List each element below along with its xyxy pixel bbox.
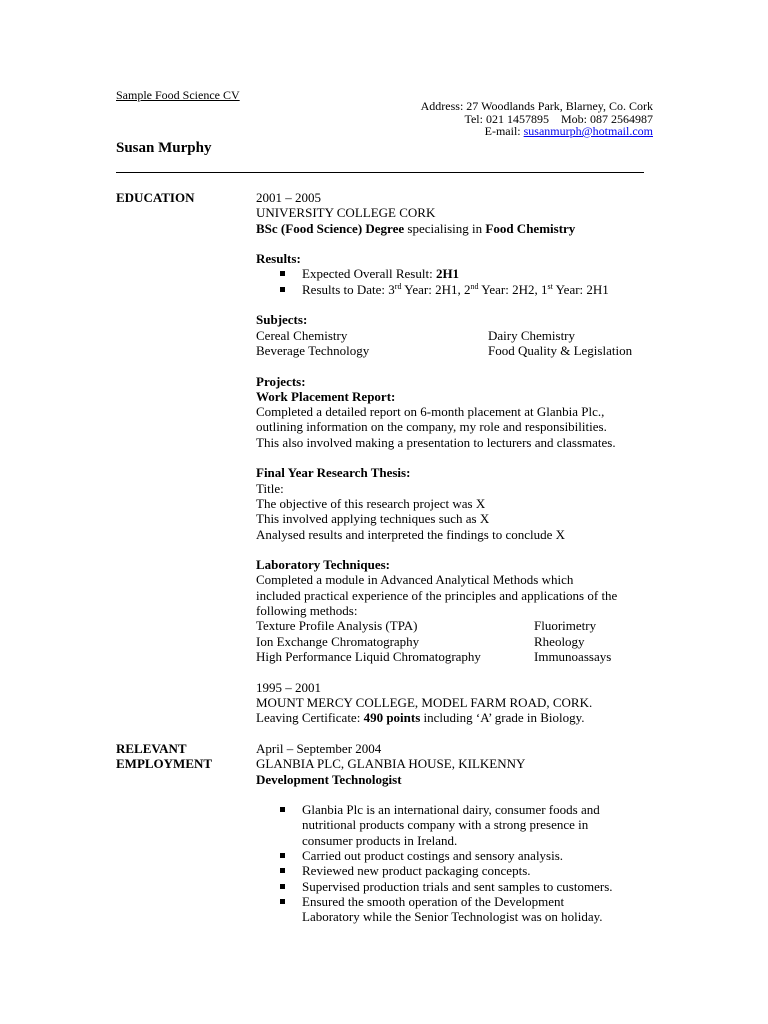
ucc-degree-line — [256, 221, 656, 236]
list-item: Reviewed new product packaging concepts. — [256, 863, 616, 878]
job-duties-list — [256, 802, 616, 924]
address: Address: 27 Woodlands Park, Blarney, Co. Cork — [420, 99, 653, 113]
email-link[interactable]: susanmurph@hotmail.com — [523, 124, 653, 138]
projects-heading: Projects: — [256, 373, 306, 389]
lab-techniques-heading: Laboratory Techniques: — [256, 557, 390, 573]
candidate-name: Susan Murphy — [116, 140, 212, 156]
ucc-dates: 2001 – 2005 — [256, 190, 321, 205]
results-heading: Results: — [256, 251, 301, 267]
subjects-heading: Subjects: — [256, 312, 308, 328]
list-item: Supervised production trials and sent samples to customers. — [256, 879, 616, 894]
job-role: Development Technologist — [256, 771, 402, 787]
text-line: outlining information on the company, my role and responsibilities. — [256, 419, 607, 435]
text-line: Title: — [256, 480, 284, 496]
list-item: Results to Date: 3rd Year: 2H1, 2nd Year: 2H2, 1st Year: 2H1 — [256, 282, 656, 297]
text-line: This involved applying techniques such as X — [256, 511, 490, 527]
text-line: Completed a module in Advanced Analytical Methods which — [256, 572, 574, 588]
section-heading-education: EDUCATION — [116, 190, 195, 205]
methods-row: High Performance Liquid Chromatography Immunoassays — [256, 648, 612, 664]
mmc-dates: 1995 – 2001 — [256, 679, 321, 695]
degree-mid: specialising in — [407, 220, 483, 236]
leaving-cert-line: Leaving Certificate: 490 points including ‘A’ grade in Biology. — [256, 710, 585, 726]
contact-block — [340, 100, 653, 138]
degree-name: BSc (Food Science) Degree — [256, 220, 405, 236]
list-item: Expected Overall Result: 2H1 — [256, 266, 656, 281]
ucc-institution: UNIVERSITY COLLEGE CORK — [256, 205, 436, 221]
job-dates: April – September 2004 — [256, 741, 382, 756]
list-item: Glanbia Plc is an international dairy, consumer foods and nutritional products company with a strong presence in consumer products in Ireland. — [256, 802, 616, 848]
job-employer: GLANBIA PLC, GLANBIA HOUSE, KILKENNY — [256, 756, 526, 772]
text-line: This also involved making a presentation to lecturers and classmates. — [256, 434, 616, 450]
tel: Tel: 021 1457895 — [464, 111, 549, 126]
email-line — [340, 125, 653, 138]
list-item: Carried out product costings and sensory analysis. — [256, 848, 616, 863]
email-label: E-mail: — [484, 124, 521, 138]
mobile: Mob: 087 2564987 — [560, 111, 653, 126]
mmc-institution: MOUNT MERCY COLLEGE, MODEL FARM ROAD, CORK. — [256, 694, 593, 710]
thesis-heading: Final Year Research Thesis: — [256, 465, 411, 481]
results-list — [256, 266, 656, 297]
text-line: Completed a detailed report on 6-month placement at Glanbia Plc., — [256, 404, 605, 420]
header-rule — [116, 172, 644, 173]
text-line: Analysed results and interpreted the findings to conclude X — [256, 526, 566, 542]
text-line: included practical experience of the principles and applications of the — [256, 587, 618, 603]
methods-row: Ion Exchange Chromatography Rheology — [256, 633, 585, 649]
education-content — [256, 190, 656, 725]
work-placement-heading: Work Placement Report: — [256, 388, 396, 404]
subjects-row: Cereal Chemistry Dairy Chemistry — [256, 327, 576, 343]
document-label: Sample Food Science CV — [116, 88, 240, 102]
section-heading-employment: RELEVANT EMPLOYMENT — [116, 741, 213, 772]
text-line: following methods: — [256, 603, 358, 619]
employment-content — [256, 741, 656, 925]
methods-row: Texture Profile Analysis (TPA) Fluorimetry — [256, 618, 597, 634]
subjects-row: Beverage Technology Food Quality & Legislation — [256, 342, 633, 358]
list-item: Ensured the smooth operation of the Development Laboratory while the Senior Technologist was on holiday. — [256, 894, 616, 925]
text-line: The objective of this research project was X — [256, 495, 486, 511]
degree-specialism: Food Chemistry — [485, 220, 576, 236]
